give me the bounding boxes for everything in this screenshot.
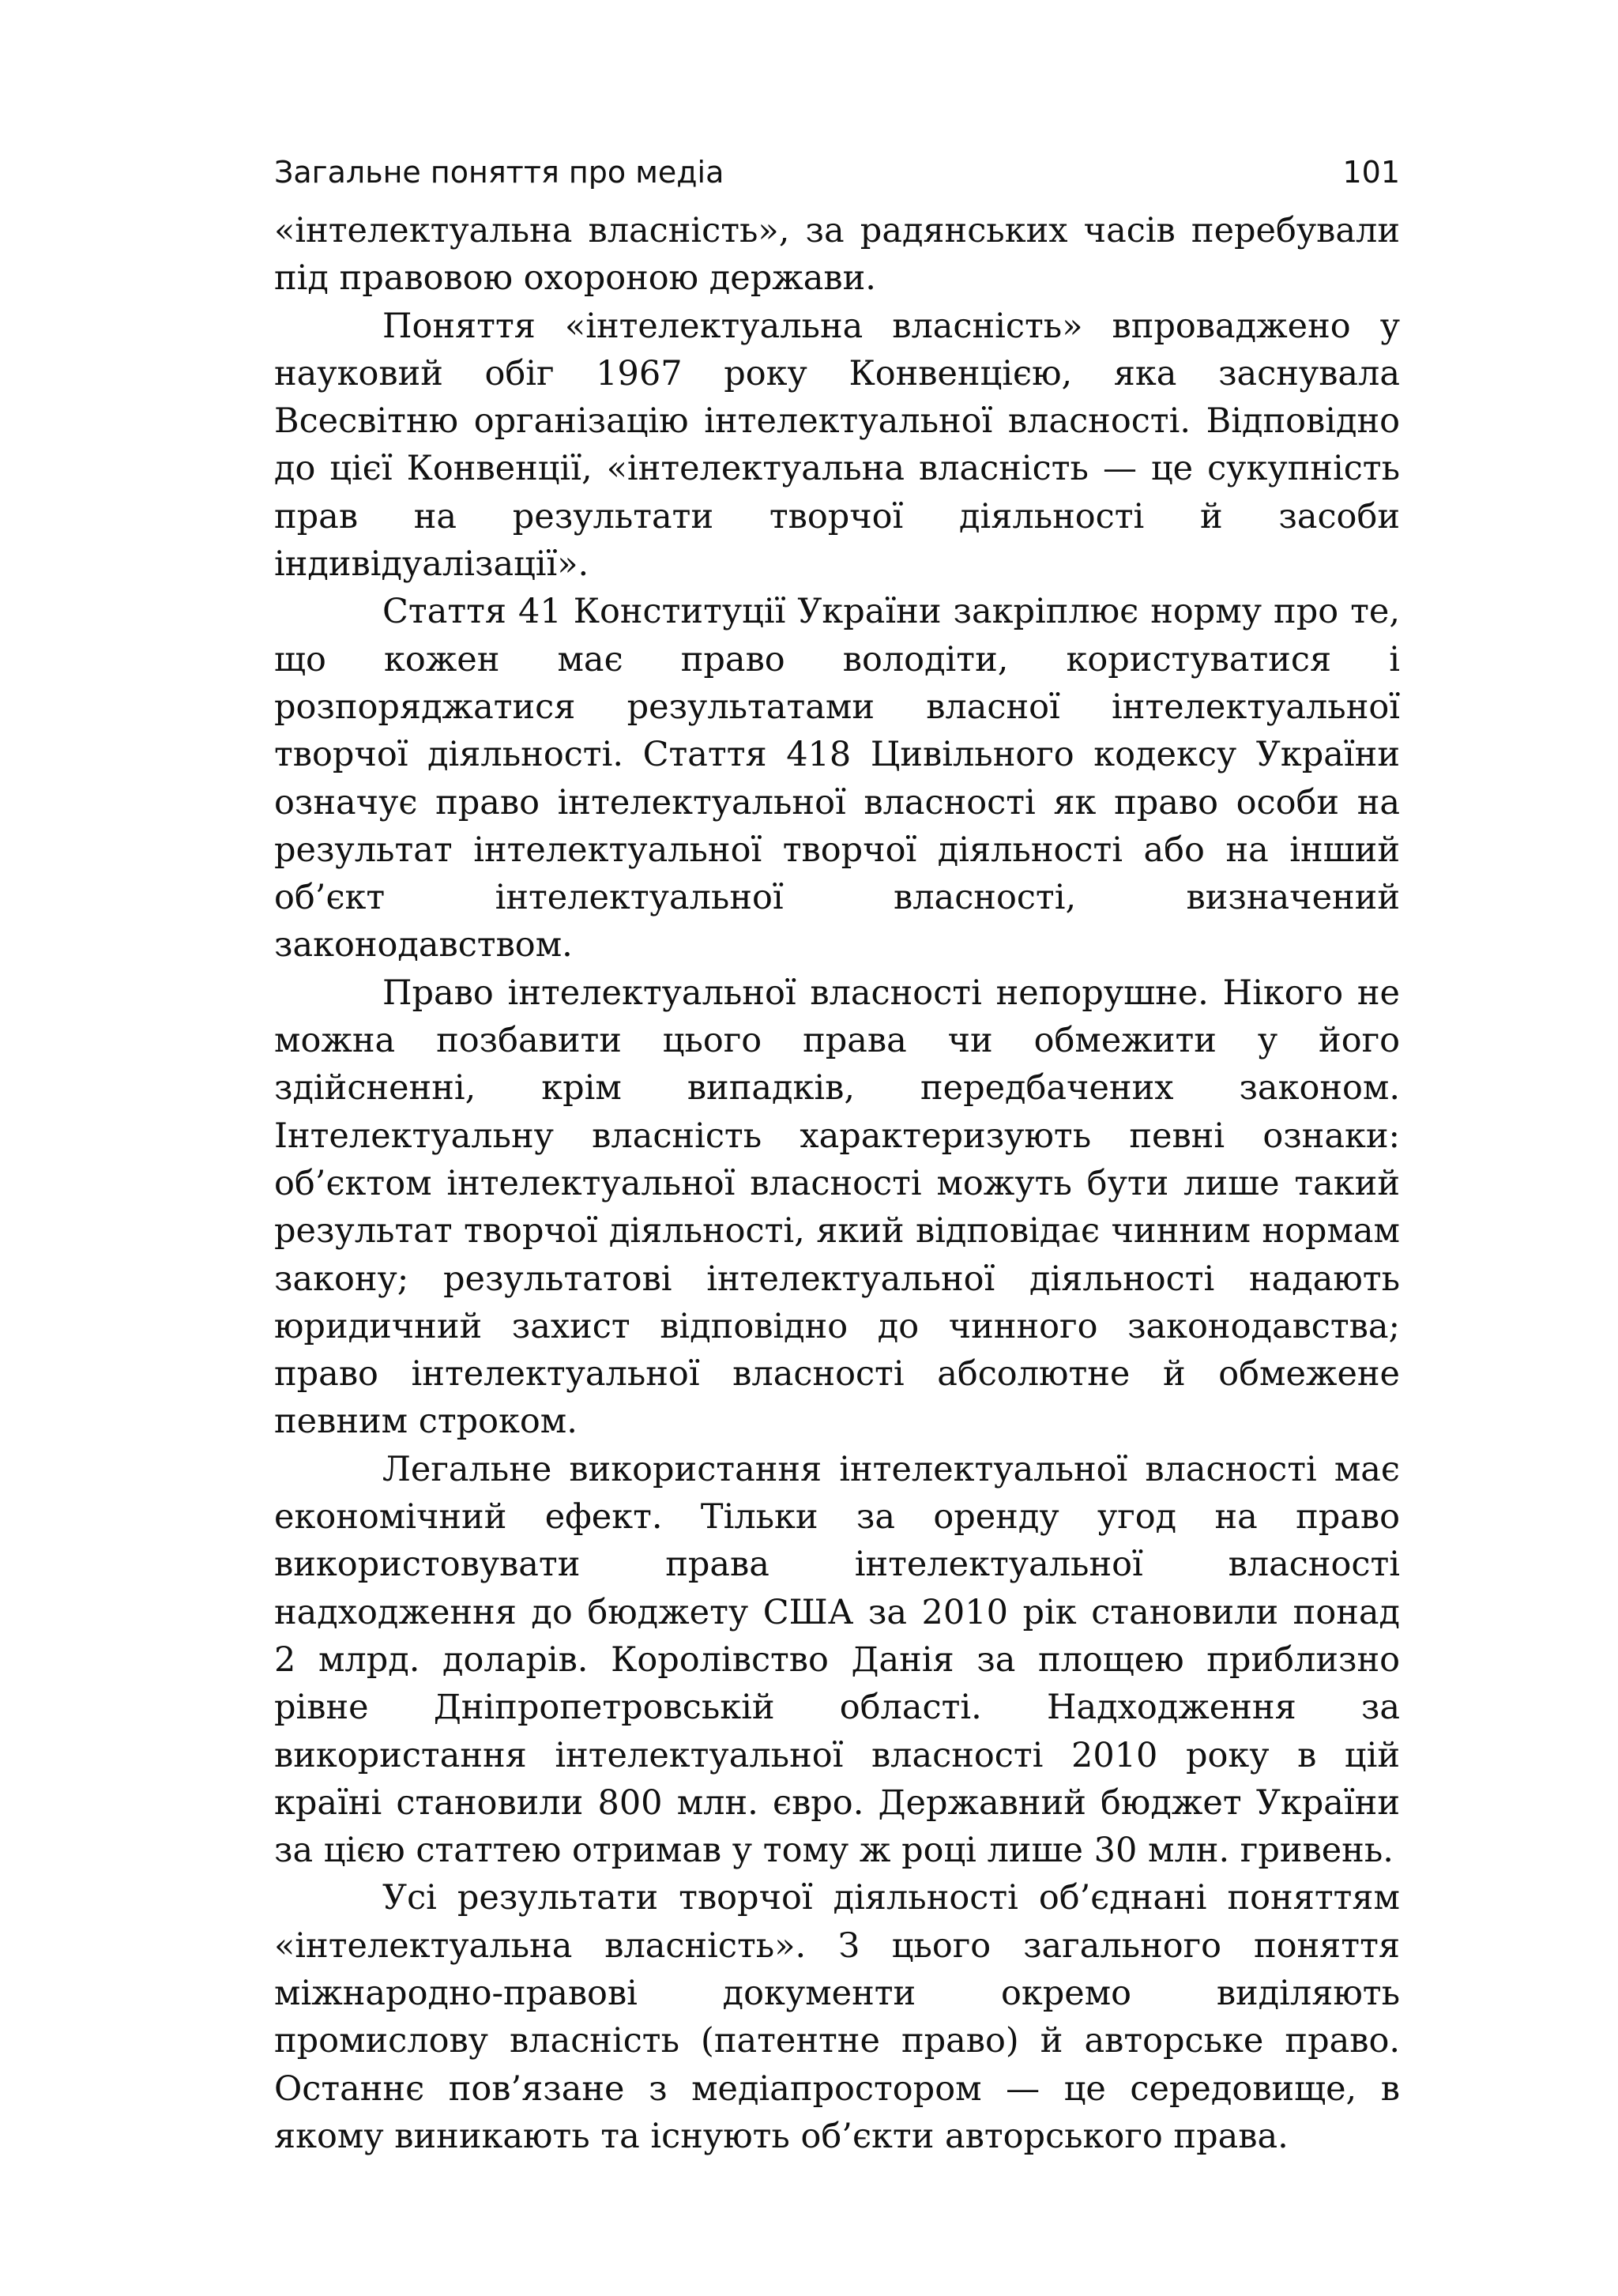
paragraph-economic-effect: Легальне використання інтелектуальної власності має економічний ефект. Тільки за оренду угод на право використовувати права інтелектуальної власності надходження до бюджету США за 2010 рік становили понад 2 млрд. доларів. Королівство Данія за площею приблизно рівне Дніпропетровській області. Надходження за використання інтелектуальної власності 2010 року в цій країні становили 800 млн. євро. Державний бюджет України за цією статтею отримав у тому ж році лише 30 млн. гривень.: [274, 1449, 1400, 1871]
paragraph-intellectual-property-concept: Поняття «інтелектуальна власність» впроваджено у науковий обіг 1967 року Конвенцією, яка заснувала Всесвітню організацію інтелектуальної власності. Відповідно до цієї Конвенції, «інтелектуальна власність — це сукупність прав на результати творчої діяльності й засоби індивідуалізації».: [274, 306, 1400, 585]
chapter-title: Загальне поняття про медіа: [274, 155, 724, 190]
paragraph-copyright: Усі результати творчої діяльності об’єднані поняттям «інтелектуальна власність». З цього загального поняття міжнародно-правові документи окремо виділяють промислову власність (патентне право) й авторське право. Останнє пов’язане з медіапростором — це середовище, в якому виникають та існують об’єкти авторського права.: [274, 1878, 1400, 2156]
paragraph-inviolability: Право інтелектуальної власності непорушне. Нікого не можна позбавити цього права чи обмежити у його здійсненні, крім випадків, передбачених законом. Інтелектуальну власність характеризують певні ознаки: об’єктом інтелектуальної власності можуть бути лише такий результат творчої діяльності, який відповідає чинним нормам закону; результатові інтелектуальної діяльності надають юридичний захист відповідно до чинного законодавства; право інтелектуальної власності абсолютне й обмежене певним строком.: [274, 973, 1400, 1442]
running-header: [274, 149, 1400, 196]
paragraph-continuation: «інтелектуальна власність», за радянських часів перебували під правовою охороною держави.: [274, 211, 1400, 299]
page-number: 101: [1342, 155, 1400, 190]
paragraph-constitution-article: Стаття 41 Конституції України закріплює норму про те, що кожен має право володіти, користуватися і розпоряджатися результатами власної інтелектуальної творчої діяльності. Стаття 418 Цивільного кодексу України означує право інтелектуальної власності як право особи на результат інтелектуальної творчої діяльності або на інший об’єкт інтелектуальної власності, визначений законодавством.: [274, 592, 1400, 965]
body-text: [274, 207, 1400, 2160]
